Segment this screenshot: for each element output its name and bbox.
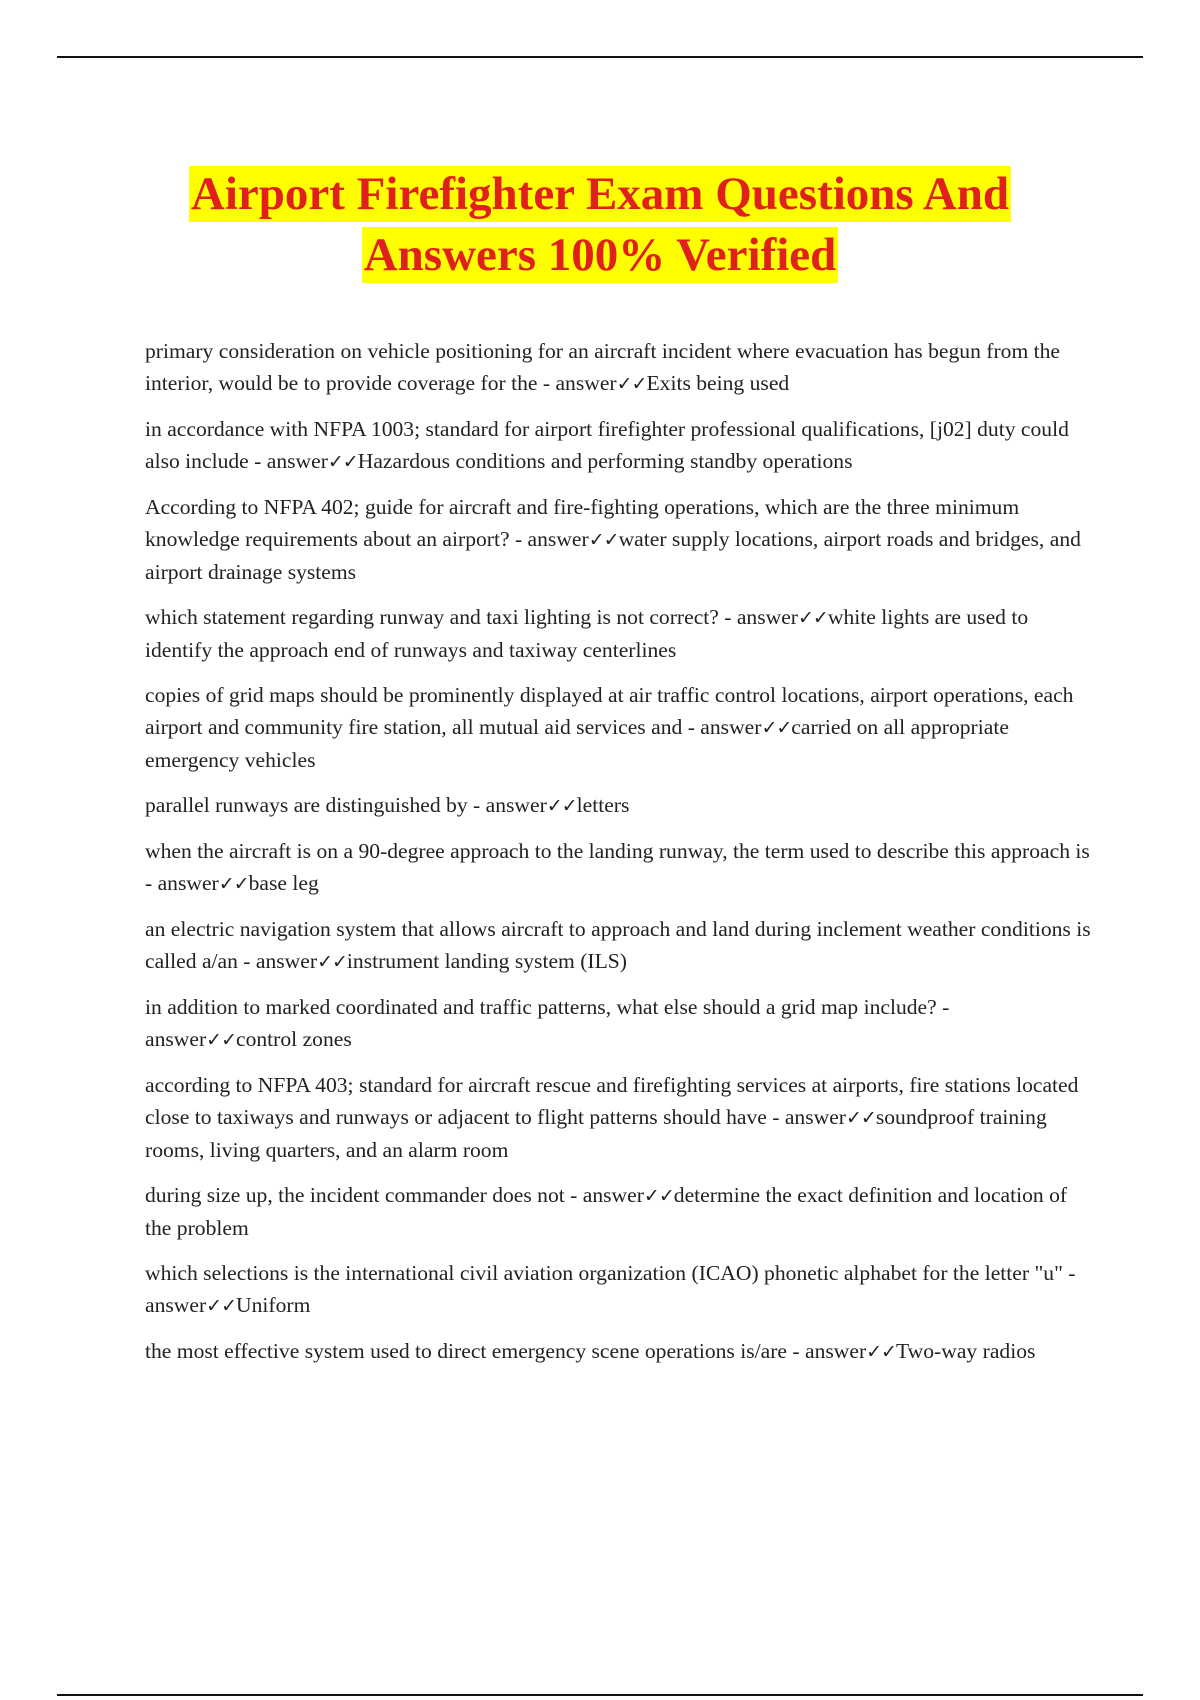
- answer-text: letters: [576, 793, 630, 817]
- check-marks-icon: ✓✓: [761, 717, 792, 739]
- answer-text: Two-way radios: [895, 1339, 1036, 1363]
- qa-item: [145, 913, 1093, 978]
- check-marks-icon: ✓✓: [546, 795, 577, 817]
- check-marks-icon: ✓✓: [616, 373, 647, 395]
- answer-text: water supply locations, airport roads and bridges, and airport drainage systems: [145, 527, 1081, 584]
- question-text: which selections is the international civil aviation organization (ICAO) phonetic alphabet for the letter "u" - answer: [145, 1261, 1076, 1317]
- title-line-1: Airport Firefighter Exam Questions And: [190, 168, 1010, 220]
- top-rule: [57, 56, 1143, 58]
- qa-item: [145, 491, 1093, 588]
- question-text: the most effective system used to direct emergency scene operations is/are - answer: [145, 1339, 867, 1363]
- question-text: primary consideration on vehicle positioning for an aircraft incident where evacuation has begun from the interior, would be to provide coverage for the - answer: [145, 339, 1061, 395]
- question-text: According to NFPA 402; guide for aircraft and fire-fighting operations, which are the three minimum knowledge requirements about an airport? - answer: [145, 495, 1020, 551]
- qa-item: [145, 789, 1093, 822]
- answer-text: determine the exact definition and location of the problem: [145, 1183, 1068, 1240]
- question-text: an electric navigation system that allows aircraft to approach and land during inclement weather conditions is called a/an - answer: [145, 917, 1091, 973]
- qa-item: [145, 679, 1093, 776]
- qa-item: [145, 991, 1093, 1056]
- check-marks-icon: ✓✓: [218, 873, 249, 895]
- document-title: [100, 166, 1100, 288]
- answer-text: Hazardous conditions and performing standby operations: [357, 449, 853, 473]
- check-marks-icon: ✓✓: [206, 1295, 236, 1317]
- question-text: which statement regarding runway and taxi lighting is not correct? - answer: [145, 605, 799, 629]
- check-marks-icon: ✓✓: [866, 1341, 896, 1363]
- answer-text: carried on all appropriate emergency vehicles: [145, 715, 1009, 772]
- question-text: according to NFPA 403; standard for aircraft rescue and firefighting services at airports, fire stations located close to taxiways and runways or adjacent to flight patterns should have - answer: [145, 1073, 1079, 1129]
- question-text: in addition to marked coordinated and traffic patterns, what else should a grid map include? - answer: [145, 995, 950, 1051]
- qa-item: [145, 413, 1093, 478]
- question-text: during size up, the incident commander does not - answer: [145, 1183, 644, 1207]
- check-marks-icon: ✓✓: [327, 451, 358, 473]
- answer-text: instrument landing system (ILS): [346, 949, 627, 973]
- answer-text: control zones: [236, 1027, 352, 1051]
- check-marks-icon: ✓✓: [798, 607, 828, 629]
- check-marks-icon: ✓✓: [206, 1029, 236, 1051]
- qa-list: [145, 335, 1093, 1381]
- answer-text: soundproof training rooms, living quarters, and an alarm room: [145, 1105, 1047, 1162]
- qa-item: [145, 335, 1093, 400]
- qa-item: [145, 1257, 1093, 1322]
- check-marks-icon: ✓✓: [643, 1185, 674, 1207]
- title-line-2: Answers 100% Verified: [363, 229, 837, 281]
- qa-item: [145, 1069, 1093, 1166]
- qa-item: [145, 835, 1093, 900]
- answer-text: Exits being used: [646, 371, 790, 395]
- question-text: copies of grid maps should be prominently displayed at air traffic control locations, airport operations, each airport and community fire station, all mutual aid services and - answer: [145, 683, 1074, 739]
- question-text: in accordance with NFPA 1003; standard for airport firefighter professional qualifications, [j02] duty could also include - answer: [145, 417, 1069, 473]
- qa-item: [145, 1335, 1093, 1368]
- check-marks-icon: ✓✓: [588, 529, 619, 551]
- question-text: when the aircraft is on a 90-degree approach to the landing runway, the term used to describe this approach is - answer: [145, 839, 1090, 895]
- bottom-rule: [57, 1694, 1143, 1696]
- qa-item: [145, 1179, 1093, 1244]
- qa-item: [145, 601, 1093, 666]
- question-text: parallel runways are distinguished by - answer: [145, 793, 547, 817]
- answer-text: white lights are used to identify the approach end of runways and taxiway centerlines: [145, 605, 1029, 662]
- check-marks-icon: ✓✓: [846, 1107, 876, 1129]
- answer-text: Uniform: [236, 1293, 311, 1317]
- check-marks-icon: ✓✓: [317, 951, 347, 973]
- answer-text: base leg: [248, 871, 319, 895]
